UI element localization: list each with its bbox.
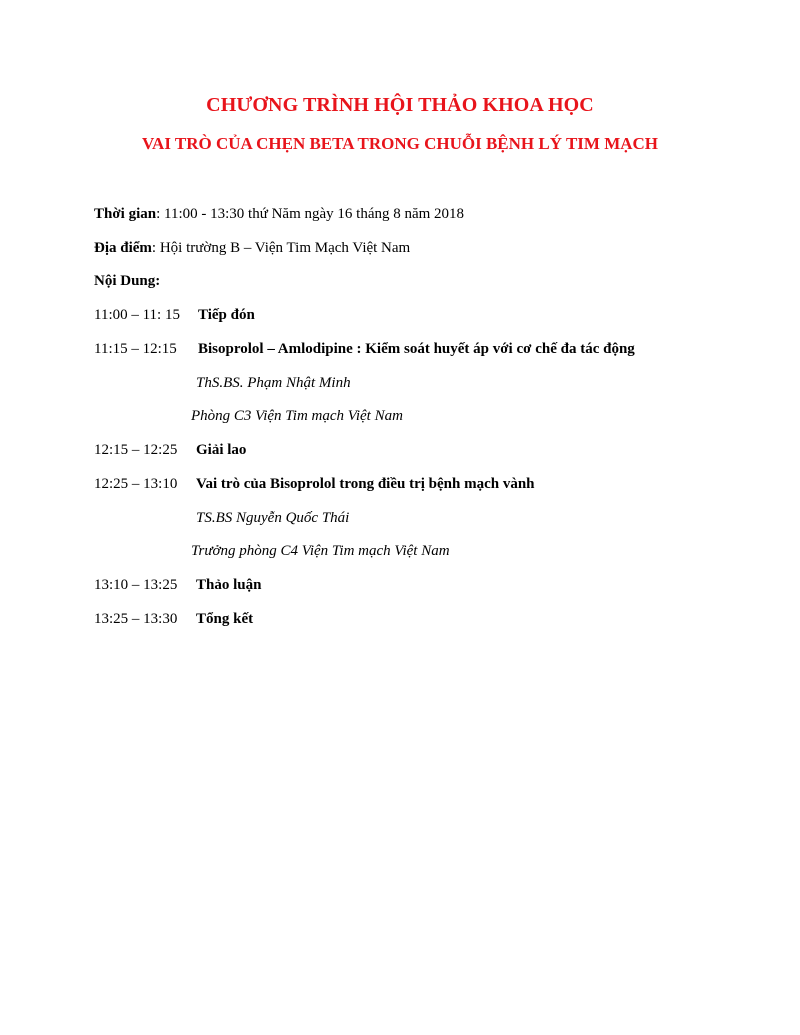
agenda-time: 12:25 – 13:10	[94, 476, 178, 492]
place-value: : Hội trường B – Viện Tim Mạch Việt Nam	[151, 240, 411, 256]
content-label: Nội Dung:	[94, 273, 161, 289]
agenda-affiliation: Trưởng phòng C4 Viện Tim mạch Việt Nam	[191, 543, 450, 559]
agenda-affiliation: Phòng C3 Viện Tim mạch Việt Nam	[191, 408, 403, 424]
agenda-time: 11:00 – 11: 15	[94, 307, 180, 323]
agenda-title: Tiếp đón	[198, 307, 255, 323]
agenda-time: 12:15 – 12:25	[94, 442, 178, 458]
agenda-title: Bisoprolol – Amlodipine : Kiểm soát huyết áp với cơ chế đa tác động	[198, 341, 635, 357]
agenda-speaker: ThS.BS. Phạm Nhật Minh	[196, 375, 351, 391]
document-title: CHƯƠNG TRÌNH HỘI THẢO KHOA HỌC	[206, 94, 594, 116]
place-label: Địa điểm	[94, 240, 152, 256]
agenda-time: 11:15 – 12:15	[94, 341, 177, 357]
time-value: : 11:00 - 13:30 thứ Năm ngày 16 tháng 8 năm 2018	[156, 206, 465, 222]
agenda-title: Giải lao	[196, 442, 247, 458]
agenda-speaker: TS.BS Nguyễn Quốc Thái	[196, 510, 350, 526]
agenda-title: Vai trò của Bisoprolol trong điều trị bệnh mạch vành	[196, 476, 535, 492]
agenda-title: Thảo luận	[196, 577, 262, 593]
agenda-title: Tổng kết	[196, 611, 254, 627]
agenda-time: 13:10 – 13:25	[94, 577, 178, 593]
time-label: Thời gian	[94, 206, 157, 222]
place-info	[94, 240, 410, 257]
time-info	[94, 206, 464, 223]
document-subtitle: VAI TRÒ CỦA CHẸN BETA TRONG CHUỖI BỆNH LÝ TIM MẠCH	[141, 134, 659, 153]
agenda-time: 13:25 – 13:30	[94, 611, 178, 627]
